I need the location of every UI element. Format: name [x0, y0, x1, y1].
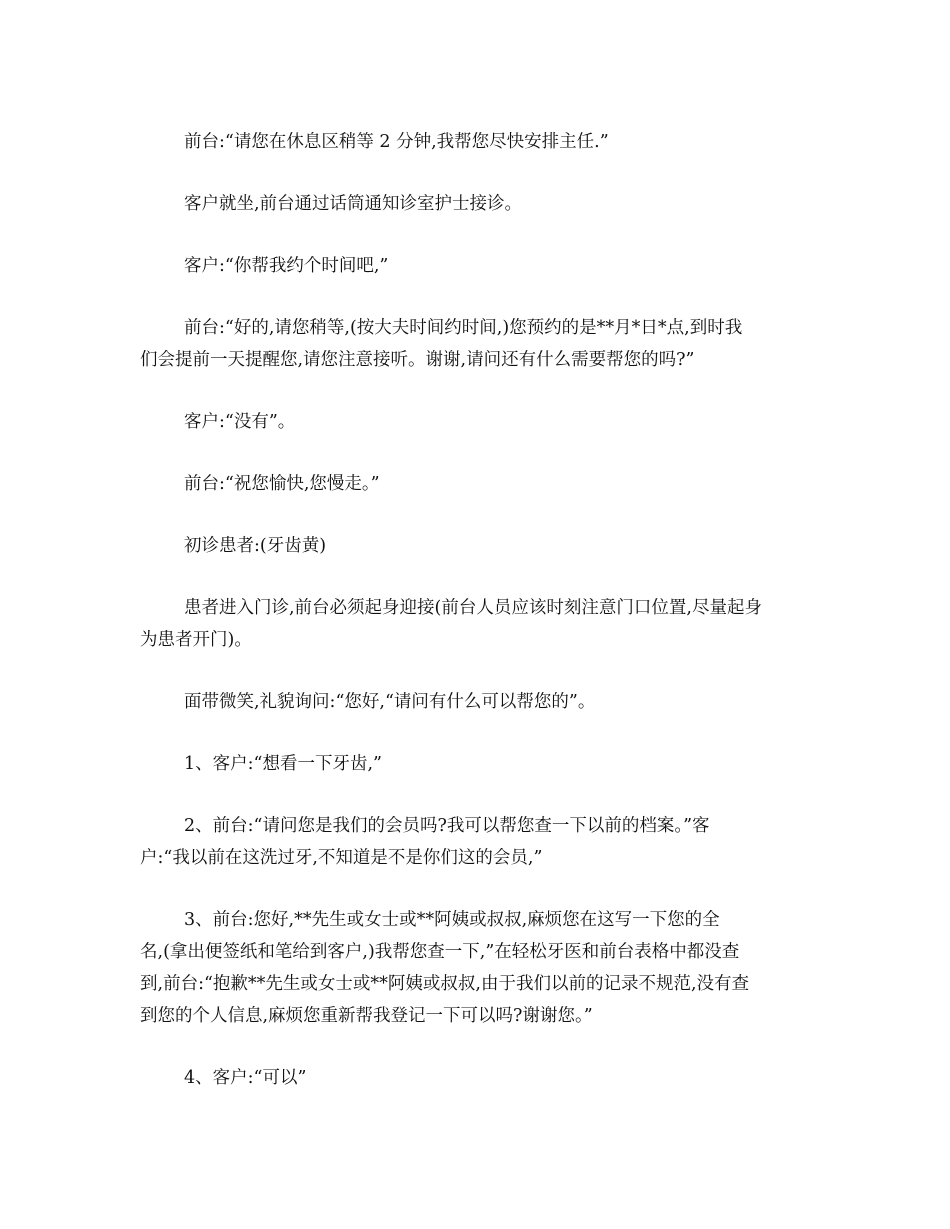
- text-line: 客户:“没有”。: [184, 412, 296, 432]
- text-line: 初诊患者:(牙齿黄): [184, 536, 327, 556]
- text-line: 前台:“好的,请您稍等,(按大夫时间约时间,)您预约的是**月*日*点,到时我: [184, 318, 743, 338]
- text-line: 客户:“你帮我约个时间吧,”: [184, 256, 389, 276]
- paragraph-10: [140, 748, 820, 780]
- text-line: 名,(拿出便签纸和笔给到客户,)我帮您查一下,”在轻松牙医和前台表格中都没查: [140, 942, 740, 962]
- paragraph-3: [140, 250, 820, 282]
- text-line: 3、前台:您好,**先生或女士或**阿姨或叔叔,麻烦您在这写一下您的全: [184, 910, 720, 930]
- text-line: 2、前台:“请问您是我们的会员吗?我可以帮您查一下以前的档案。”客: [184, 816, 710, 836]
- paragraph-9: [140, 686, 820, 718]
- paragraph-12: [140, 904, 820, 1032]
- text-line: 1、客户:“想看一下牙齿,”: [184, 754, 382, 774]
- text-line: 户:“我以前在这洗过牙,不知道是不是你们这的会员,”: [140, 848, 543, 868]
- text-line: 面带微笑,礼貌询问:“您好,“请问有什么可以帮您的”。: [184, 692, 596, 712]
- paragraph-6: [140, 468, 820, 500]
- text-line: 到,前台:“抱歉**先生或女士或**阿姨或叔叔,由于我们以前的记录不规范,没有查: [140, 974, 750, 994]
- text-line: 客户就坐,前台通过话筒通知诊室护士接诊。: [184, 194, 523, 214]
- text-line: 到您的个人信息,麻烦您重新帮我登记一下可以吗?谢谢您。”: [140, 1006, 593, 1026]
- paragraph-13: [140, 1062, 820, 1094]
- text-line: 4、客户:“可以”: [184, 1068, 307, 1088]
- text-line: 患者进入门诊,前台必须起身迎接(前台人员应该时刻注意门口位置,尽量起身: [184, 598, 762, 618]
- paragraph-8: [140, 592, 820, 656]
- paragraph-5: [140, 406, 820, 438]
- text-line: 为患者开门)。: [140, 630, 252, 650]
- paragraph-7: [140, 530, 820, 562]
- text-line: 前台:“祝您愉快,您慢走。”: [184, 474, 380, 494]
- document-body: [140, 126, 820, 1094]
- text-line: 前台:“请您在休息区稍等 2 分钟,我帮您尽快安排主任.”: [184, 132, 609, 152]
- paragraph-2: [140, 188, 820, 220]
- paragraph-4: [140, 312, 820, 376]
- paragraph-11: [140, 810, 820, 874]
- text-line: 们会提前一天提醒您,请您注意接听。谢谢,请问还有什么需要帮您的吗?”: [140, 350, 695, 370]
- paragraph-1: [140, 126, 820, 158]
